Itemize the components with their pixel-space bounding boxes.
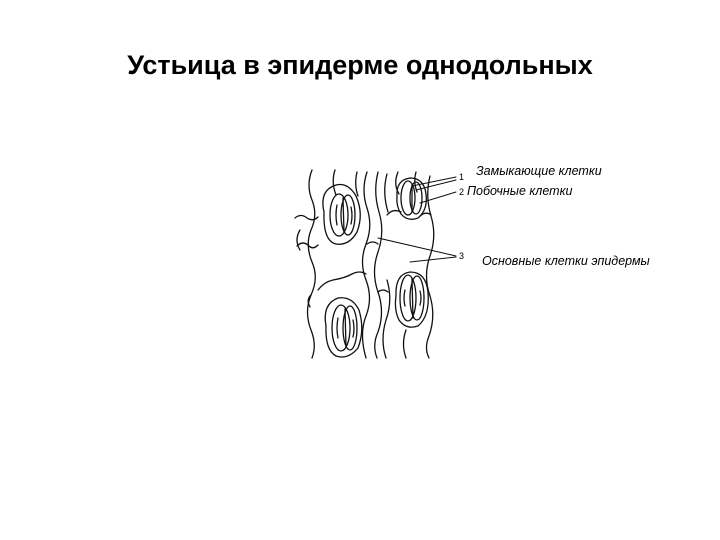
cell-wall [297, 230, 300, 250]
label-number: 2 [459, 187, 465, 197]
leader-line-3 [378, 238, 456, 256]
cell-wall [356, 172, 358, 196]
label-subsidiary-cells: Побочные клетки [467, 184, 573, 198]
slide-title: Устьица в эпидерме однодольных [127, 50, 593, 80]
transverse-wall [378, 290, 388, 292]
cell-wall [375, 172, 382, 358]
cell-wall [404, 330, 407, 358]
guard-cell [400, 275, 416, 321]
label-epidermal-cells: Основные клетки эпидермы [482, 254, 650, 268]
label-number: 1 [459, 172, 465, 182]
cell-wall [383, 280, 390, 358]
cell-walls [297, 170, 434, 358]
leader-lines [378, 177, 456, 262]
transverse-wall [367, 242, 378, 244]
label-number: 3 [459, 251, 465, 261]
transverse-wall [318, 272, 366, 290]
guard-cell [332, 305, 350, 351]
transverse-wall [297, 243, 318, 248]
cell-wall [385, 174, 388, 212]
guard-cell [330, 194, 348, 236]
cell-wall [363, 172, 370, 358]
leader-line-3 [410, 257, 456, 262]
stoma [323, 184, 360, 244]
cell-wall [427, 176, 434, 358]
cell-wall [333, 170, 336, 195]
stomatal-pore [343, 198, 344, 232]
stoma [395, 272, 428, 327]
stomatal-pore [345, 309, 346, 347]
cell-wall [308, 170, 316, 358]
label-guard-cells: Замыкающие клетки [476, 164, 602, 178]
stoma [325, 298, 362, 357]
